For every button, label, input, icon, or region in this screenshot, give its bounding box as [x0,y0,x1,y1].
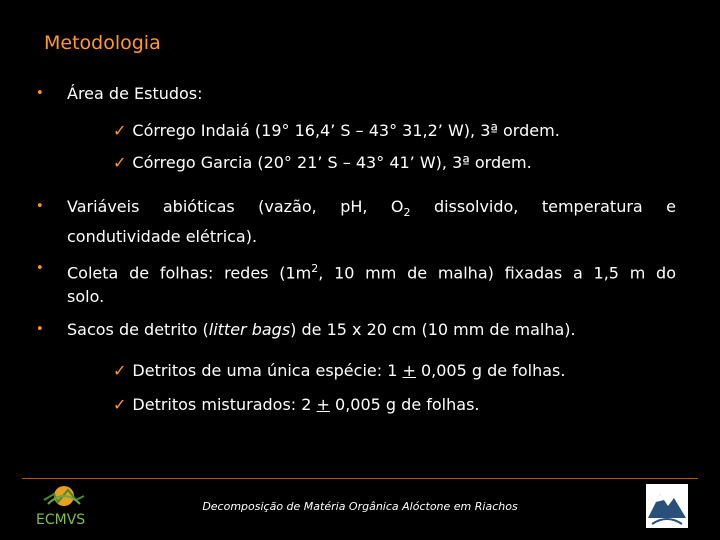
bullet-text-line2: solo. [67,287,105,307]
subitem-text: Córrego Garcia (20° 21’ S – 43° 41’ W), 3ª ordem. [132,153,532,172]
bullet-text: Sacos de detrito (litter bags) de 15 x 20 cm (10 mm de malha). [67,320,576,339]
bullet-litter-bags [36,318,676,342]
bullet-text-line2: condutividade elétrica). [67,227,258,247]
checkmark-icon: ✓ [113,153,127,172]
subitem-indaia [113,119,560,143]
checkmark-icon: ✓ [113,395,127,414]
bullet-marker: • [36,261,44,276]
bullet-text-line1: Coleta de folhas: redes ($1m^2$, 10 mm de malha) fixadas a 1,5 m do [67,262,676,283]
subitem-single-species: ✓ Detritos de uma única espécie: 1 + 0,005 g de folhas. [113,361,566,380]
bullet-marker: • [36,86,44,101]
subitem-text: Córrego Indaiá (19° 16,4’ S – 43° 31,2’ W), 3ª ordem. [132,121,560,140]
ecmvs-logo [28,484,98,528]
plus-minus-symbol: + [316,395,330,414]
checkmark-icon: ✓ [113,121,127,140]
bullet-text: Área de Estudos: [67,84,203,103]
mountain-logo [646,484,688,528]
bullet-study-area [36,82,676,106]
subitem-garcia [113,151,532,175]
plus-minus-symbol: + [402,361,416,380]
bullet-leaf-collection [36,257,676,309]
checkmark-icon: ✓ [113,361,127,380]
slide-title: Metodologia [44,32,161,54]
footer-text: Decomposição de Matéria Orgânica Alóctone em Riachos [202,500,518,513]
footer-divider [22,478,698,479]
bullet-abiotic-variables [36,195,676,249]
subitem-mixed: ✓ Detritos misturados: 2 + 0,005 g de folhas. [113,395,480,414]
bullet-text-line1: Variáveis abióticas (vazão, pH, $O_2$ dissolvido, temperatura e [67,197,676,220]
svg-text:ECMVS: ECMVS [36,512,86,528]
bullet-marker: • [36,199,44,214]
bullet-marker: • [36,322,44,337]
